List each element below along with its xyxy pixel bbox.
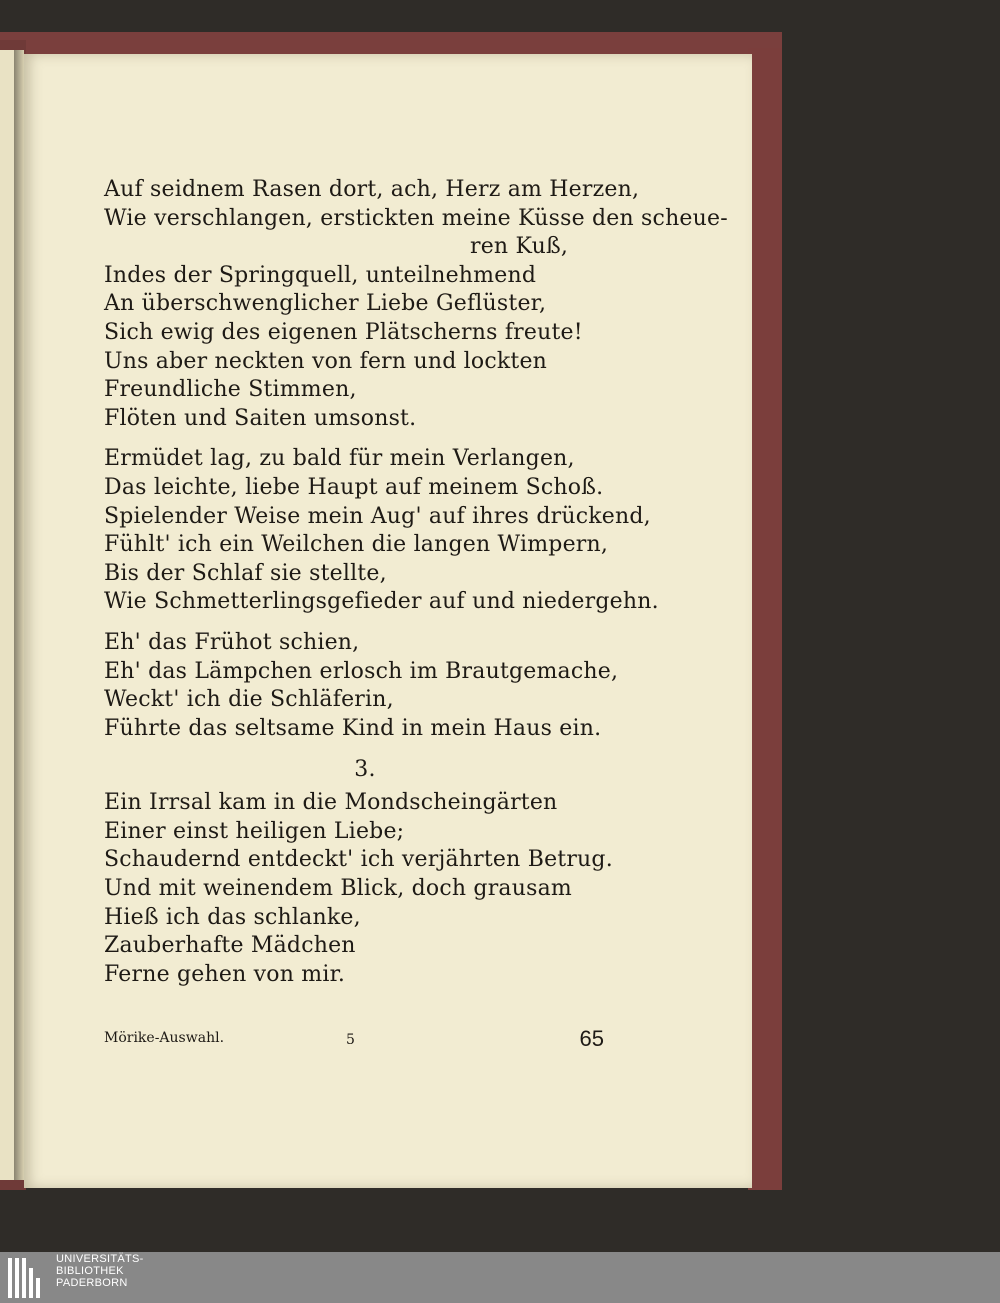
poem-line: Ferne gehen von mir.	[104, 961, 346, 987]
book-cover-top-edge	[0, 32, 782, 54]
poem-line-continuation: ren Kuß,	[470, 234, 569, 260]
stanza-gap	[104, 433, 644, 445]
poem-text	[104, 176, 728, 989]
stanza-gap	[104, 617, 644, 629]
section-number: 3.	[354, 757, 376, 783]
library-logo-icon	[8, 1258, 50, 1298]
stanza-1	[104, 176, 728, 433]
footer-book-title: Mörike-Auswahl.	[104, 1030, 225, 1046]
poem-line: Freundliche Stimmen,	[104, 377, 357, 403]
poem-line: Und mit weinendem Blick, doch grausam	[104, 876, 572, 902]
poem-line: Eh' das Lämpchen erlosch im Brautgemache,	[104, 658, 619, 684]
poem-line: Ein Irrsal kam in die Mondscheingärten	[104, 790, 558, 816]
poem-line: Fühlt' ich ein Weilchen die langen Wimpern,	[104, 532, 609, 558]
poem-line: Hieß ich das schlanke,	[104, 904, 361, 930]
poem-line: Ermüdet lag, zu bald für mein Verlangen,	[104, 446, 575, 472]
poem-line: Einer einst heiligen Liebe;	[104, 818, 405, 844]
poem-line: Sich ewig des eigenen Plätscherns freute!	[104, 319, 583, 345]
poem-line: Spielender Weise mein Aug' auf ihres drückend,	[104, 503, 651, 529]
stanza-4	[104, 789, 644, 989]
poem-line: Weckt' ich die Schläferin,	[104, 687, 394, 713]
poem-line: Wie Schmetterlingsgefieder auf und niedergehn.	[104, 589, 659, 615]
book-gutter	[14, 50, 24, 1180]
stanza-2	[104, 445, 659, 617]
page-footer	[104, 1024, 604, 1058]
library-name	[56, 1253, 144, 1289]
library-banner	[0, 1252, 1000, 1303]
book-cover-right-edge	[748, 48, 782, 1190]
stanza-3	[104, 629, 644, 743]
poem-line: Wie verschlangen, erstickten meine Küsse den scheue-	[104, 205, 728, 231]
poem-line: Indes der Springquell, unteilnehmend	[104, 262, 537, 288]
library-name-line: BIBLIOTHEK	[56, 1265, 124, 1277]
poem-line: Das leichte, liebe Haupt auf meinem Schoß.	[104, 474, 604, 500]
poem-line: Zauberhafte Mädchen	[104, 933, 356, 959]
poem-line: An überschwenglicher Liebe Geflüster,	[104, 291, 547, 317]
poem-line: Uns aber neckten von fern und lockten	[104, 348, 548, 374]
poem-line: Schaudernd entdeckt' ich verjährten Betrug.	[104, 847, 613, 873]
library-name-line: PADERBORN	[56, 1277, 128, 1289]
poem-line: Eh' das Frühot schien,	[104, 629, 360, 655]
poem-line: Auf seidnem Rasen dort, ach, Herz am Herzen,	[104, 177, 640, 202]
poem-line: Flöten und Saiten umsonst.	[104, 405, 417, 431]
page-number: 65	[579, 1026, 604, 1051]
poem-line: Bis der Schlaf sie stellte,	[104, 560, 387, 586]
signature-mark: 5	[346, 1032, 355, 1048]
library-name-line: UNIVERSITÄTS-	[56, 1253, 144, 1265]
poem-line: Führte das seltsame Kind in mein Haus ein.	[104, 715, 602, 741]
